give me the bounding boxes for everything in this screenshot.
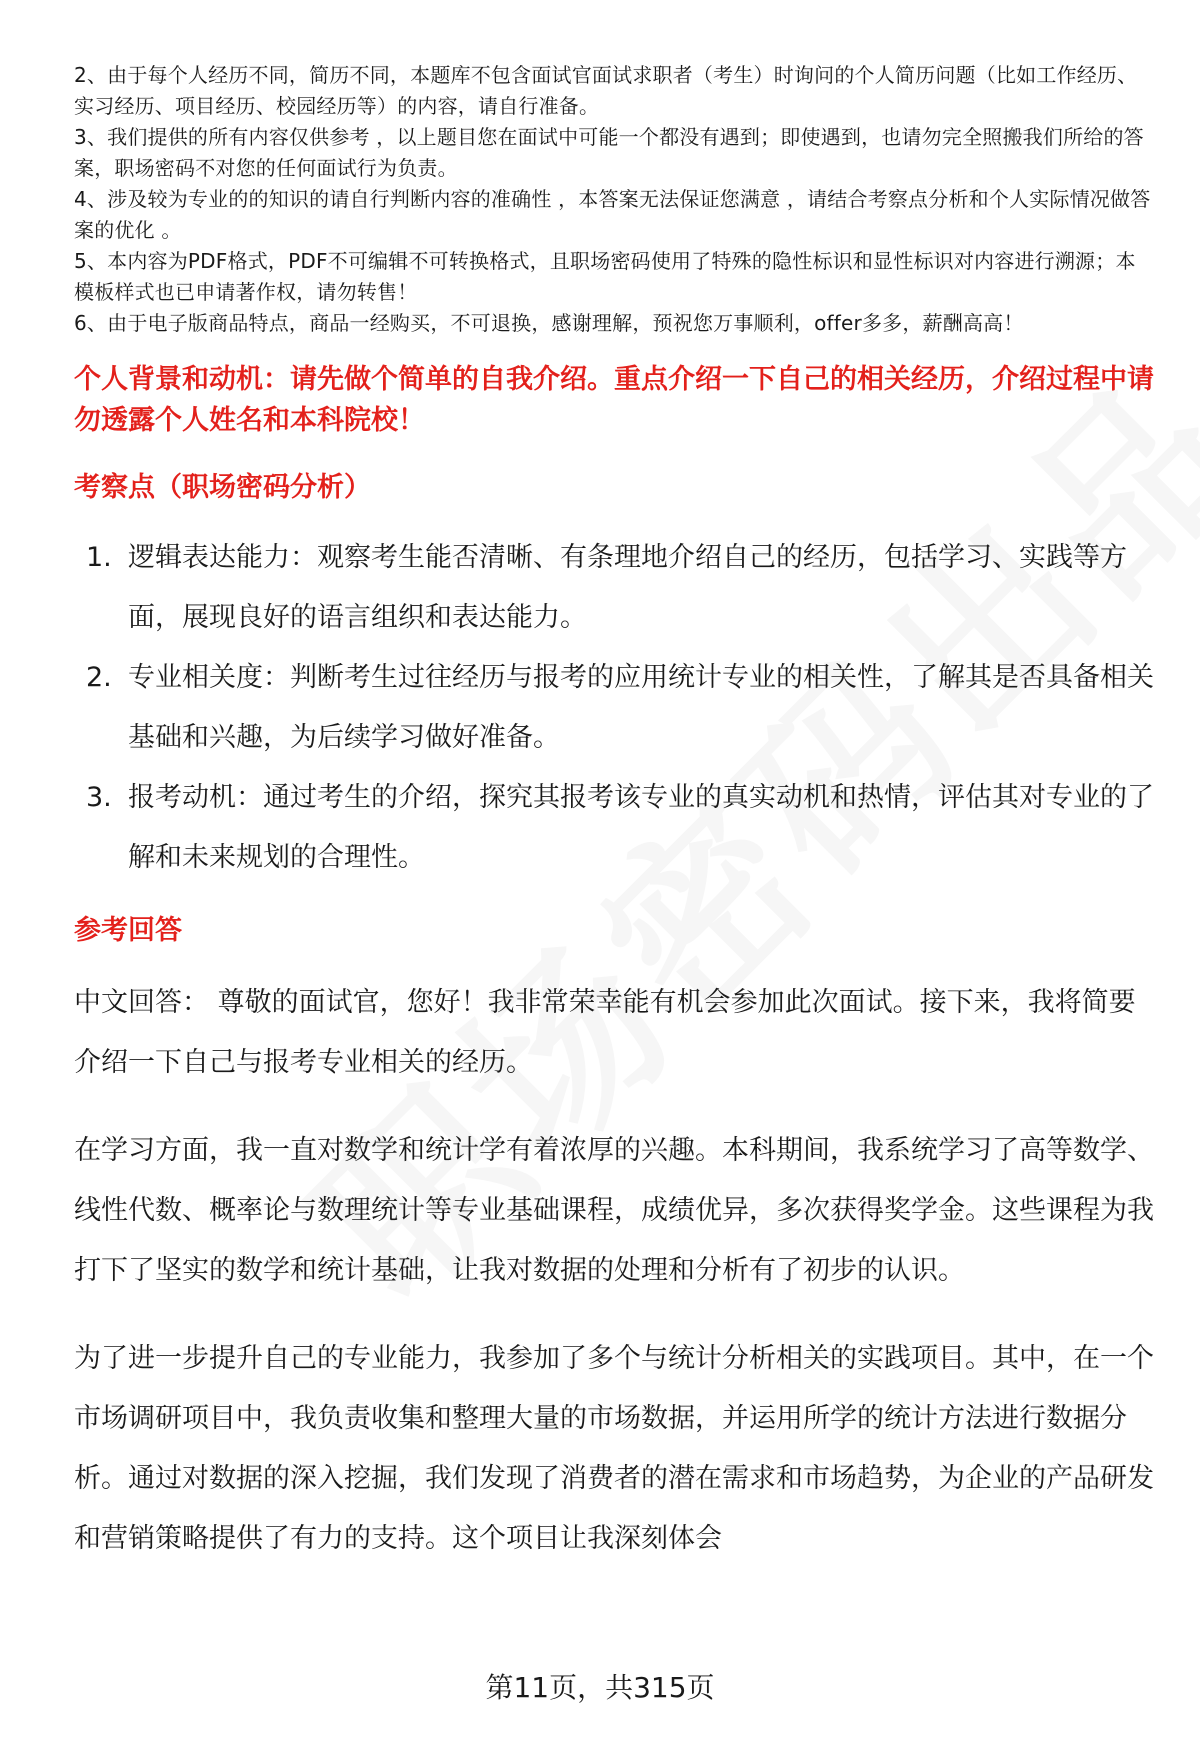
list-item-number: 2. (86, 662, 112, 693)
list-item-number: 3. (86, 782, 112, 813)
answer-paragraph: 在学习方面，我一直对数学和统计学有着浓厚的兴趣。本科期间，我系统学习了高等数学、线性代数、概率论与数理统计等专业基础课程，成绩优异，多次获得奖学金。这些课程为我打下了坚实的数学和统计基础，让我对数据的处理和分析有了初步的认识。 (74, 1135, 1154, 1286)
answer-heading: 参考回答 (74, 915, 182, 946)
list-item-text: 逻辑表达能力：观察考生能否清晰、有条理地介绍自己的经历，包括学习、实践等方面，展现良好的语言组织和表达能力。 (128, 542, 1127, 633)
note-item: 2、由于每个人经历不同，简历不同，本题库不包含面试官面试求职者（考生）时询问的个人简历问题（比如工作经历、实习经历、项目经历、校园经历等）的内容，请自行准备。 (74, 63, 1138, 118)
document-page (74, 60, 1154, 1569)
note-item: 5、本内容为PDF格式，PDF不可编辑不可转换格式，且职场密码使用了特殊的隐性标识和显性标识对内容进行溯源；本模板样式也已申请著作权，请勿转售！ (74, 249, 1136, 304)
list-item (74, 648, 1154, 768)
points-list (74, 528, 1154, 888)
list-item-text: 专业相关度：判断考生过往经历与报考的应用统计专业的相关性，了解其是否具备相关基础和兴趣，为后续学习做好准备。 (128, 662, 1154, 753)
list-item (74, 528, 1154, 648)
points-heading: 考察点（职场密码分析） (74, 472, 371, 503)
note-item: 4、涉及较为专业的的知识的请自行判断内容的准确性 ，本答案无法保证您满意 ，请结合考察点分析和个人实际情况做答案的优化 。 (74, 187, 1151, 242)
answer-paragraph: 中文回答： 尊敬的面试官，您好！我非常荣幸能有机会参加此次面试。接下来，我将简要介绍一下自己与报考专业相关的经历。 (74, 987, 1136, 1078)
answer-section (74, 973, 1154, 1569)
list-item-number: 1. (86, 542, 112, 573)
list-item-text: 报考动机：通过考生的介绍，探究其报考该专业的真实动机和热情，评估其对专业的了解和未来规划的合理性。 (128, 782, 1154, 873)
answer-paragraph: 为了进一步提升自己的专业能力，我参加了多个与统计分析相关的实践项目。其中，在一个市场调研项目中，我负责收集和整理大量的市场数据，并运用所学的统计方法进行数据分析。通过对数据的深入挖掘，我们发现了消费者的潜在需求和市场趋势，为企业的产品研发和营销策略提供了有力的支持。这个项目让我深刻体会 (74, 1343, 1154, 1554)
list-item (74, 768, 1154, 888)
question-heading: 个人背景和动机：请先做个简单的自我介绍。重点介绍一下自己的相关经历，介绍过程中请勿透露个人姓名和本科院校！ (74, 364, 1154, 436)
notes-section (74, 60, 1154, 339)
note-item: 3、我们提供的所有内容仅供参考 ，以上题目您在面试中可能一个都没有遇到；即使遇到，也请勿完全照搬我们所给的答案，职场密码不对您的任何面试行为负责。 (74, 125, 1144, 180)
page-number-footer: 第11页，共315页 (485, 1671, 715, 1704)
note-item: 6、由于电子版商品特点，商品一经购买，不可退换，感谢理解，预祝您万事顺利，offer多多，薪酬高高！ (74, 311, 1024, 335)
